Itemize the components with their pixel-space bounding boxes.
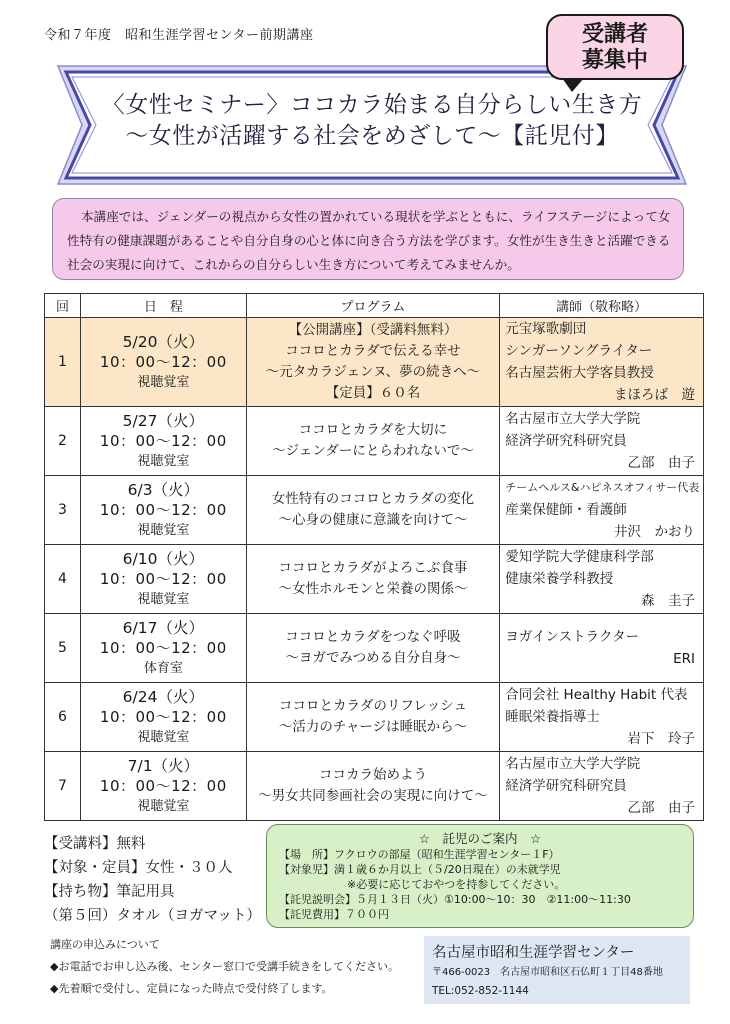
session-day: 5/27（火）: [122, 412, 204, 430]
session-number: 3: [45, 476, 81, 545]
badge-line-1: 受講者: [581, 22, 648, 47]
session-lecturer-cell: [500, 752, 704, 821]
session-lecturer-cell: [500, 407, 704, 476]
session-date-cell: [80, 407, 246, 476]
program-line: ココロとカラダをつなぐ呼吸: [285, 629, 461, 645]
header-line: 令和７年度 昭和生涯学習センター前期講座: [44, 28, 314, 43]
session-program-cell: [246, 407, 500, 476]
session-date-cell: [80, 752, 246, 821]
session-time: 10：00～12：00: [99, 501, 227, 519]
program-line: 【公開講座】（受講料無料）: [288, 322, 458, 338]
session-day: 6/17（火）: [122, 619, 204, 637]
session-date-cell: [80, 683, 246, 752]
header-num: 回: [45, 294, 81, 318]
session-program-cell: [246, 683, 500, 752]
session-number: 1: [45, 318, 81, 407]
session-room: 視聴覚室: [137, 799, 190, 814]
table-row: [45, 752, 704, 821]
session-day: 6/3（火）: [127, 481, 200, 499]
session-number: 2: [45, 407, 81, 476]
session-room: 視聴覚室: [137, 592, 190, 607]
lecturer-affiliation: 名古屋芸術大学客員教授: [505, 365, 654, 381]
session-program-cell: [246, 318, 500, 407]
lecturer-affiliation: 経済学研究科研究員: [505, 778, 627, 794]
table-row: [45, 545, 704, 614]
table-header-row: [45, 294, 704, 318]
program-line: ～ジェンダーにとらわれないで～: [272, 443, 474, 459]
childcare-note: ※必要に応じておやつを持参してください。: [347, 878, 566, 891]
session-room: 視聴覚室: [137, 375, 190, 390]
session-time: 10：00～12：00: [99, 353, 227, 371]
lecturer-name: 乙部 由子: [627, 800, 695, 816]
apply-heading: 講座の申込みについて: [50, 938, 160, 951]
session-lecturer-cell: [500, 683, 704, 752]
lecturer-affiliation: 経済学研究科研究員: [505, 433, 627, 449]
program-line: ココロとカラダで伝える幸せ: [285, 343, 461, 359]
session-lecturer-cell: [500, 318, 704, 407]
items-text: 【持ち物】筆記用具: [44, 884, 175, 900]
center-address: 〒466-0023 名古屋市昭和区石仏町１丁目48番地: [432, 967, 663, 978]
session-day: 6/24（火）: [122, 688, 204, 706]
program-line: ～男女共同参画社会の実現に向けて～: [258, 788, 488, 804]
session-date-cell: [80, 614, 246, 683]
center-contact: [424, 936, 690, 1004]
childcare-fee: 【託児費用】７００円: [279, 908, 389, 921]
session-room: 視聴覚室: [137, 730, 190, 745]
session-room: 視聴覚室: [137, 523, 190, 538]
session-room: 体育室: [143, 661, 183, 676]
program-line: 女性特有のココロとカラダの変化: [271, 491, 475, 507]
session-program-cell: [246, 752, 500, 821]
session-room: 視聴覚室: [137, 454, 190, 469]
schedule-table: [44, 293, 704, 821]
session-day: 7/1（火）: [127, 757, 200, 775]
lecturer-affiliation: 愛知学院大学健康科学部: [505, 549, 654, 565]
apply-line-2: ◆先着順で受付し、定員になった時点で受付終了します。: [50, 982, 333, 995]
recruiting-badge: [546, 14, 684, 80]
session-day: 5/20（火）: [122, 333, 204, 351]
lecturer-name: 森 圭子: [641, 593, 695, 609]
session-date-cell: [80, 545, 246, 614]
program-line: ～ヨガでみつめる自分自身～: [285, 650, 461, 666]
header-date: 日 程: [80, 294, 246, 318]
program-line: ～活力のチャージは睡眠から～: [278, 719, 468, 735]
session-date-cell: [80, 318, 246, 407]
table-row: [45, 407, 704, 476]
badge-line-2: 募集中: [581, 48, 648, 73]
childcare-briefing: 【託児説明会】５月１３日（火）①10:00～10：30 ②11:00～11:30: [279, 893, 631, 906]
program-line: ～元タカラジェンヌ、夢の続きへ～: [265, 364, 481, 380]
table-row: [45, 476, 704, 545]
session-time: 10：00～12：00: [99, 639, 227, 657]
program-line: ココロとカラダのリフレッシュ: [279, 698, 467, 714]
lecturer-affiliation: 健康栄養学科教授: [505, 571, 614, 587]
childcare-place: 【場 所】フクロウの部屋（昭和生涯学習センター１F）: [279, 848, 560, 861]
lecturer-name: まほろば 遊: [614, 387, 695, 403]
target-text: 【対象・定員】女性・３０人: [44, 860, 233, 876]
intro-text: 本講座では、ジェンダーの視点から女性の置かれている現状を学ぶとともに、ライフステージによって女性特有の健康課題があることや自分自身の心と体に向き合う方法を学びます。女性が生き生きと活躍できる社会の実現に向けて、これからの自分らしい生き方について考えてみませんか。: [52, 198, 684, 280]
program-line: ココロとカラダを大切に: [298, 422, 448, 438]
lecturer-name: ERI: [673, 651, 695, 667]
session-number: 5: [45, 614, 81, 683]
session-program-cell: [246, 545, 500, 614]
table-row: [45, 318, 704, 407]
lecturer-affiliation: 名古屋市立大学大学院: [505, 411, 641, 427]
lecturer-affiliation: チームヘルス&ハピネスオフィサー代表: [505, 481, 700, 494]
childcare-target: 【対象児】満１歳６か月以上（５/20日現在）の未就学児: [279, 863, 561, 876]
program-line: 【定員】６０名: [325, 385, 421, 401]
session-time: 10：00～12：00: [99, 777, 227, 795]
lecturer-affiliation: 元宝塚歌劇団: [505, 321, 587, 337]
fee-text: 【受講料】無料: [44, 836, 146, 852]
apply-line-1: ◆お電話でお申し込み後、センター窓口で受講手続きをしてください。: [50, 960, 400, 973]
program-line: ～心身の健康に意識を向けて～: [278, 512, 468, 528]
session-time: 10：00～12：00: [99, 432, 227, 450]
center-tel: TEL:052-852-1144: [432, 985, 529, 997]
lecturer-affiliation: 合同会社 Healthy Habit 代表: [505, 687, 688, 703]
session-lecturer-cell: [500, 476, 704, 545]
session-date-cell: [80, 476, 246, 545]
childcare-title: ☆ 託児のご案内 ☆: [418, 831, 542, 846]
session-time: 10：00～12：00: [99, 708, 227, 726]
session-day: 6/10（火）: [122, 550, 204, 568]
table-row: [45, 683, 704, 752]
lecturer-name: 岩下 玲子: [627, 731, 695, 747]
title-line-1: 〈女性セミナー〉ココカラ始まる自分らしい生き方: [101, 92, 643, 118]
session-number: 4: [45, 545, 81, 614]
lecturer-affiliation: ヨガインストラクター: [505, 629, 640, 645]
session-lecturer-cell: [500, 614, 704, 683]
items-text-2: （第５回）タオル（ヨガマット）: [44, 908, 261, 924]
session-time: 10：00～12：00: [99, 570, 227, 588]
table-row: [45, 614, 704, 683]
lecturer-affiliation: シンガーソングライター: [505, 343, 653, 359]
application-notes: [50, 934, 399, 1000]
session-program-cell: [246, 476, 500, 545]
program-line: ココカラ始めよう: [318, 767, 427, 783]
lecturer-affiliation: 産業保健師・看護師: [505, 502, 627, 518]
lecturer-affiliation: 睡眠栄養指導士: [505, 709, 600, 725]
childcare-info: [266, 824, 694, 928]
lecturer-affiliation: 名古屋市立大学大学院: [505, 756, 641, 772]
course-info: [44, 832, 261, 928]
title-line-2: ～女性が活躍する社会をめざして～【託児付】: [125, 123, 619, 149]
session-program-cell: [246, 614, 500, 683]
header-program: プログラム: [246, 294, 500, 318]
center-name: 名古屋市昭和生涯学習センター: [432, 945, 635, 961]
session-number: 6: [45, 683, 81, 752]
header-lecturer: 講師（敬称略）: [500, 294, 704, 318]
session-number: 7: [45, 752, 81, 821]
program-line: ～女性ホルモンと栄養の関係～: [278, 581, 468, 597]
program-line: ココロとカラダがよろこぶ食事: [278, 560, 468, 576]
session-lecturer-cell: [500, 545, 704, 614]
lecturer-name: 井沢 かおり: [614, 524, 695, 540]
lecturer-name: 乙部 由子: [627, 455, 695, 471]
title: [66, 90, 678, 152]
